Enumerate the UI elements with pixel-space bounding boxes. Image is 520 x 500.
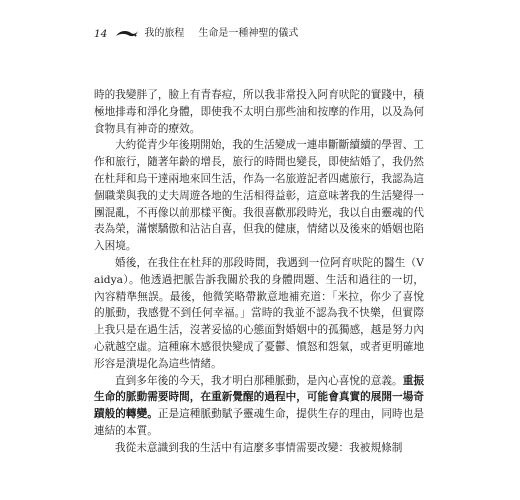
paragraph-2: 大約從青少年後期開始，我的生活變成一連串斷斷續續的學習、工作和旅行，隨著年齡的增長，旅行的時間也變長，即使結婚了，我仍然在杜拜和烏干達兩地來回生活，作為一名旅遊記者四處旅行，我認為這個職業與我的丈夫周遊各地的生活相得益彰，這意味著我的生活變得一團混亂，不再像以前那樣平衡。我很喜歡那段時光，我以自由靈魂的代表為榮，滿懷驕傲和沾沾自喜，但我的健康，情緒以及後來的婚姻也陷入困境。 [94,139,424,253]
ornament-swoosh-icon [115,29,139,39]
paragraph-5: 我從未意識到我的生活中有這麼多事情需要改變：我被規條制 [115,441,403,454]
paragraph-4-lead: 直到多年後的今天，我才明白那種脈動，是內心喜悅的意義。 [115,374,403,387]
paragraph-1: 時的我變胖了，臉上有青春痘，所以我非常投入阿育吠陀的實踐中，積極地排毒和淨化身體，即使我不太明白那些油和按摩的作用，以及為何食物具有神奇的療效。 [94,89,424,135]
chapter-title: 生命是一種神聖的儀式 [198,28,299,39]
paragraph-3: 婚後，在我住在杜拜的那段時間，我遇到一位阿育吠陀的醫生（Vaidya）。他透過把脈告訴我關於我的身體問題、生活和過往的一切，內容精準無誤。最後，他微笑略帶歉意地補充道：「米拉，你少了喜悅的脈動，我感覺不到任何幸福。」當時的我並不認為我不快樂，但實際上我只是在過生活，沒著妥協的心態面對婚姻中的孤獨感，越是努力內心就越空虛。這種麻木感很快變成了憂鬱、憤怒和怨氣，或者更明確地形容是潰堤化為這些情緒。 [94,256,424,370]
running-header [94,27,298,41]
page-number: 14 [94,28,108,40]
paragraph-4-tail: 正是這種脈動賦予靈魂生命，提供生存的理由，同時也是連結的本質。 [94,408,424,437]
book-title: 我的旅程 [144,28,185,39]
paragraph-4 [94,373,424,440]
paragraph-4-emphasis: 重振生命的脈動需要時間，在重新覺醒的過程中，可能會真實的展開一場奇蹟般的轉變。 [94,374,424,421]
body-text [94,87,424,457]
